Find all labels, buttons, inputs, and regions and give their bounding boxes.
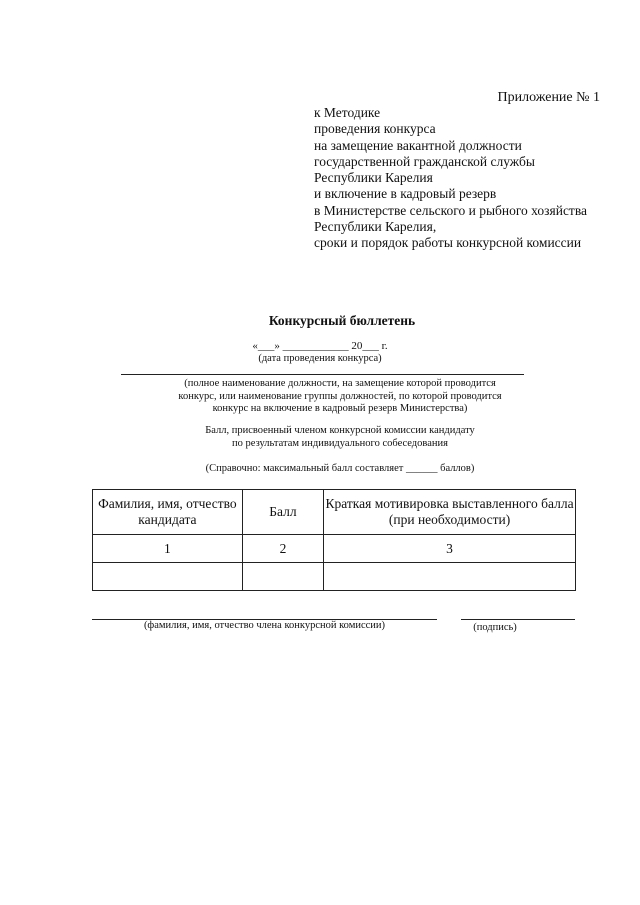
date-line: «___» ____________ 20___ г. bbox=[252, 340, 388, 352]
appendix-block bbox=[314, 105, 624, 252]
table-cell: 2 bbox=[242, 535, 323, 563]
table-cell bbox=[93, 563, 243, 591]
table-header-row bbox=[93, 490, 576, 535]
table-cell: 1 bbox=[93, 535, 243, 563]
member-name-caption: (фамилия, имя, отчество члена конкурсной комиссии) bbox=[143, 620, 386, 631]
date-caption: (дата проведения конкурса) bbox=[258, 353, 382, 364]
table-cell bbox=[242, 563, 323, 591]
signature-blank-line bbox=[461, 619, 575, 620]
caption-line: Балл, присвоенный членом конкурсной комиссии кандидату bbox=[205, 425, 475, 436]
caption-line: конкурс на включение в кадровый резерв Министерства) bbox=[212, 403, 468, 414]
caption-line: (полное наименование должности, на замещение которой проводится bbox=[184, 378, 496, 389]
signature-caption: (подпись) bbox=[473, 622, 517, 633]
score-caption bbox=[140, 425, 540, 450]
table-cell: 3 bbox=[324, 535, 576, 563]
header-motivation: Краткая мотивировка выставленного балла (при необходимости) bbox=[324, 490, 576, 535]
appendix-title: Приложение № 1 bbox=[497, 90, 600, 105]
header-candidate-name: Фамилия, имя, отчество кандидата bbox=[93, 490, 243, 535]
appendix-line: проведения конкурса bbox=[314, 121, 436, 137]
appendix-line: на замещение вакантной должности bbox=[314, 137, 522, 153]
header-score: Балл bbox=[242, 490, 323, 535]
caption-line: по результатам индивидуального собеседования bbox=[232, 437, 448, 449]
table-row bbox=[93, 535, 576, 563]
appendix-line: сроки и порядок работы конкурсной комиссии bbox=[314, 235, 582, 251]
ballot-title: Конкурсный бюллетень bbox=[268, 313, 416, 328]
ballot-table bbox=[92, 489, 576, 591]
appendix-line: Республики Карелия, bbox=[314, 219, 437, 235]
reference-line: (Справочно: максимальный балл составляет ______ баллов) bbox=[205, 463, 475, 474]
appendix-line: государственной гражданской службы bbox=[314, 153, 535, 169]
table-cell bbox=[324, 563, 576, 591]
appendix-line: в Министерстве сельского и рыбного хозяйства bbox=[314, 202, 588, 218]
caption-line: конкурс, или наименование группы должностей, по которой проводится bbox=[178, 390, 502, 402]
position-caption bbox=[140, 378, 540, 416]
position-blank-line bbox=[121, 374, 524, 375]
appendix-line: и включение в кадровый резерв bbox=[314, 186, 497, 202]
appendix-line: к Методике bbox=[314, 105, 381, 120]
table-row bbox=[93, 563, 576, 591]
appendix-line: Республики Карелия bbox=[314, 170, 433, 186]
